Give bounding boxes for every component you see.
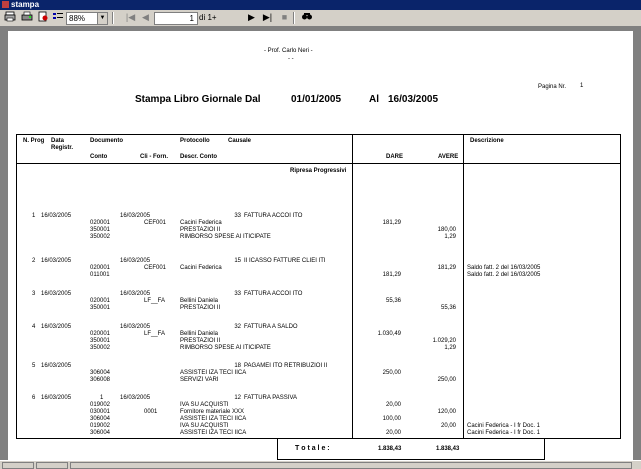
entry-protocol: 33 <box>234 291 241 297</box>
line-avere: 250,00 <box>437 377 456 383</box>
line-conto: 019002 <box>90 402 111 408</box>
totals-left-border <box>277 438 278 460</box>
entry-protocol: 32 <box>234 324 241 330</box>
line-avere: 55,36 <box>440 305 456 311</box>
entry-number: 1 <box>32 213 36 219</box>
line-conto: 306004 <box>90 430 111 436</box>
line-conto: 020001 <box>90 298 111 304</box>
last-page-icon[interactable]: ▶| <box>262 12 273 22</box>
entry-date: 16/03/2005 <box>41 213 72 219</box>
print-icon[interactable] <box>3 11 16 24</box>
entry-number: 5 <box>32 363 36 369</box>
entry-causale: II ICASSO FATTURE CLIEI ITI <box>244 258 326 264</box>
line-descr: SERVIZI VARI <box>180 377 219 383</box>
prev-page-icon[interactable]: ◀ <box>142 12 149 22</box>
entry-number: 2 <box>32 258 36 264</box>
line-avere: 1,29 <box>444 345 456 351</box>
printer-setup-icon[interactable] <box>20 11 33 24</box>
entry-number: 4 <box>32 324 36 330</box>
table-divider <box>352 134 353 439</box>
toolbar-separator <box>112 12 114 24</box>
entry-causale: PAGAMEI ITO RETRIBUZIOI II <box>244 363 328 369</box>
entry-causale: FATTURA ACCOI ITO <box>244 213 303 219</box>
line-note: Saldo fatt. 2 del 16/03/2005 <box>467 272 541 278</box>
table-divider <box>463 134 464 439</box>
line-avere: 180,00 <box>437 227 456 233</box>
line-descr: IVA SU ACQUISTI <box>180 423 229 429</box>
col-conto: Conto <box>90 154 108 160</box>
entry-protocol: 33 <box>234 213 241 219</box>
line-conto: 306008 <box>90 377 111 383</box>
line-dare: 181,29 <box>382 272 401 278</box>
line-descr: PRESTAZIOI II <box>180 338 221 344</box>
page-label: Pagina Nr. <box>538 84 567 90</box>
col-causale: Causale <box>228 138 252 144</box>
line-descr: ASSISTEI IZA TECI IICA <box>180 430 247 436</box>
entry-protocol: 12 <box>234 395 241 401</box>
entry-protocol: 18 <box>234 363 241 369</box>
entry-causale: FATTURA A SALDO <box>244 324 298 330</box>
table-right-border <box>620 134 621 439</box>
line-conto: 019002 <box>90 423 111 429</box>
line-conto: 020001 <box>90 220 111 226</box>
line-conto: 350001 <box>90 338 111 344</box>
date-to: 16/03/2005 <box>388 94 439 105</box>
line-dare: 20,00 <box>385 402 401 408</box>
line-conto: 030001 <box>90 409 111 415</box>
line-conto: 306004 <box>90 370 111 376</box>
line-dare: 1.030,49 <box>377 331 401 337</box>
entry-number: 3 <box>32 291 36 297</box>
totals-right-border <box>544 438 545 460</box>
line-clifor: CEF001 <box>144 265 167 271</box>
col-avere: AVERE <box>438 154 459 160</box>
line-avere: 1.029,20 <box>432 338 456 344</box>
col-protocollo: Protocollo <box>180 138 210 144</box>
zoom-list-icon[interactable] <box>51 11 64 24</box>
entry-doc-date: 16/03/2005 <box>120 258 151 264</box>
line-avere: 1,29 <box>444 234 456 240</box>
report-viewport[interactable] <box>0 27 641 460</box>
report-header-name: - Prof. Carlo Neri - <box>264 48 313 54</box>
line-conto: 350002 <box>90 234 111 240</box>
totals-top-border <box>277 438 544 439</box>
line-descr: RIMBORSO SPESE AI ITICIPATE <box>180 234 271 240</box>
report-title: Stampa Libro Giornale Dal <box>135 94 261 105</box>
line-dare: 55,36 <box>385 298 401 304</box>
entry-date: 16/03/2005 <box>41 395 72 401</box>
line-descr: ASSISTEI IZA TECI IICA <box>180 370 247 376</box>
line-dare: 181,29 <box>382 220 401 226</box>
entry-date: 16/03/2005 <box>41 291 72 297</box>
next-page-icon[interactable]: ▶ <box>248 12 255 22</box>
report-header-sub: - - <box>288 56 294 62</box>
line-descr: Cacini Federica <box>180 265 222 271</box>
col-documento: Documento <box>90 138 123 144</box>
line-descr: Bellini Daniela <box>180 331 219 337</box>
entry-doc-number: 1 <box>100 395 104 401</box>
find-icon[interactable] <box>300 11 313 24</box>
col-data: Data <box>51 138 65 144</box>
line-dare: 250,00 <box>382 370 401 376</box>
col-dare: DARE <box>386 154 404 160</box>
entry-doc-date: 16/03/2005 <box>120 395 151 401</box>
first-page-icon[interactable]: |◀ <box>125 12 136 22</box>
table-left-border <box>16 134 17 439</box>
page-number: 1 <box>580 83 584 89</box>
line-conto: 011001 <box>90 272 110 278</box>
entry-number: 6 <box>32 395 36 401</box>
entry-protocol: 15 <box>234 258 241 264</box>
app-icon <box>2 1 9 8</box>
entry-doc-date: 16/03/2005 <box>120 291 151 297</box>
entry-causale: FATTURA ACCOI ITO <box>244 291 303 297</box>
totals-avere: 1.838,43 <box>436 446 460 452</box>
totals-dare: 1.838,43 <box>378 446 402 452</box>
status-panel <box>36 462 68 469</box>
chevron-down-icon[interactable]: ▼ <box>97 13 107 24</box>
line-dare: 100,00 <box>382 416 401 422</box>
col-descr-conto: Descr. Conto <box>180 154 218 160</box>
line-clifor: LF__FA <box>144 298 166 304</box>
col-clifor: Cli - Forn. <box>140 154 168 160</box>
date-from: 01/01/2005 <box>291 94 342 105</box>
line-clifor: CEF001 <box>144 220 167 226</box>
col-nprog: N. Prog <box>23 138 45 144</box>
ripresa-progressivi: Ripresa Progressivi <box>290 168 347 174</box>
line-descr: Bellini Daniela <box>180 298 219 304</box>
totals-label: T o t a l e : <box>295 445 330 452</box>
line-clifor: LF__FA <box>144 331 166 337</box>
table-header-border <box>16 163 621 164</box>
page-number-input[interactable] <box>154 12 198 25</box>
entry-doc-date: 16/03/2005 <box>120 213 151 219</box>
table-top-border <box>16 134 621 135</box>
line-descr: Cacini Federica <box>180 220 222 226</box>
page-count-label: di 1+ <box>199 13 217 22</box>
page-number-value: 1 <box>189 14 194 23</box>
entry-date: 16/03/2005 <box>41 363 72 369</box>
line-conto: 306004 <box>90 416 111 422</box>
toolbar-separator <box>293 12 295 24</box>
line-clifor: 0001 <box>144 409 158 415</box>
line-note: Cacini Federica - I fr Doc. 1 <box>467 423 541 429</box>
line-descr: PRESTAZIOI II <box>180 227 221 233</box>
zoom-select[interactable] <box>66 12 108 25</box>
line-descr: RIMBORSO SPESE AI ITICIPATE <box>180 345 271 351</box>
toolbar <box>0 10 641 27</box>
window-title: stampa <box>11 0 40 9</box>
line-avere: 20,00 <box>440 423 456 429</box>
col-registr: Registr. <box>51 145 74 151</box>
line-conto: 350002 <box>90 345 111 351</box>
line-descr: ASSISTEI IZA TECI IICA <box>180 416 247 422</box>
status-panel <box>2 462 34 469</box>
col-descrizione: Descrizione <box>470 138 504 144</box>
entry-doc-date: 16/03/2005 <box>120 324 151 330</box>
line-note: Saldo fatt. 2 del 16/03/2005 <box>467 265 541 271</box>
line-conto: 020001 <box>90 331 111 337</box>
entry-date: 16/03/2005 <box>41 258 72 264</box>
entry-causale: FATTURA PASSIVA <box>244 395 298 401</box>
line-descr: PRESTAZIOI II <box>180 305 221 311</box>
line-dare: 20,00 <box>385 430 401 436</box>
line-avere: 181,29 <box>437 265 456 271</box>
line-conto: 350001 <box>90 227 111 233</box>
line-descr: IVA SU ACQUISTI <box>180 402 229 408</box>
line-note: Cacini Federica - I fr Doc. 1 <box>467 430 541 436</box>
line-descr: Fornitore materiale XXX <box>180 409 245 415</box>
stop-icon[interactable]: ■ <box>281 12 288 22</box>
line-conto: 020001 <box>90 265 111 271</box>
entry-date: 16/03/2005 <box>41 324 72 330</box>
status-panel <box>70 462 632 469</box>
window-title-bar <box>0 0 641 10</box>
line-conto: 350001 <box>90 305 111 311</box>
zoom-value: 88% <box>69 14 86 23</box>
export-icon[interactable] <box>36 11 49 24</box>
report-page <box>8 31 633 460</box>
date-to-label: Al <box>369 94 379 105</box>
line-avere: 120,00 <box>437 409 456 415</box>
